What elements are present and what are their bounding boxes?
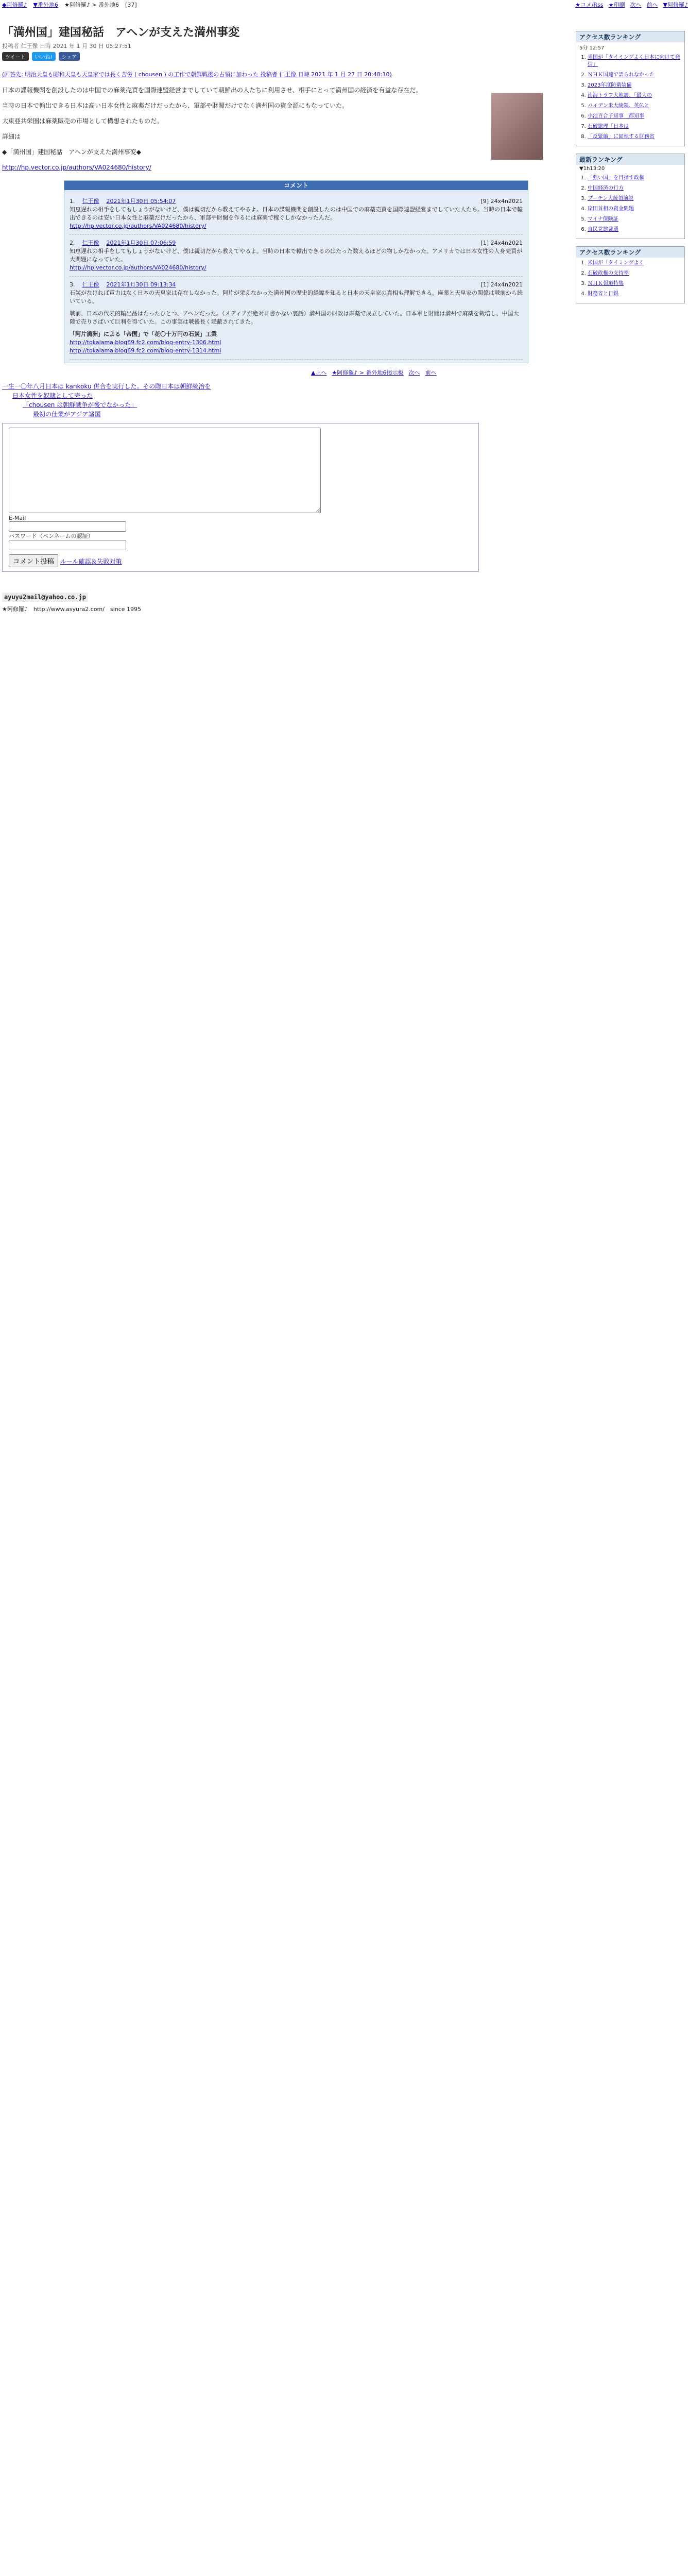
article-photo <box>491 93 543 160</box>
password-label: パスワード（ペンネームの認証） <box>9 533 94 539</box>
sidebar <box>576 31 685 311</box>
quote-link[interactable]: http://tokaiama.blog69.fc2.com/blog-entry-1306.html <box>70 339 221 346</box>
email-input[interactable] <box>9 521 126 532</box>
comment-form <box>2 423 479 572</box>
ranking-item[interactable]: 4. 財務省と日銀 <box>588 291 681 298</box>
ranking-title: アクセス数ランキング <box>576 247 684 258</box>
footer-note: ★阿修羅♪ http://www.asyura2.com/ since 1995 <box>2 606 142 613</box>
topnav-prev[interactable]: 前へ <box>646 2 658 8</box>
quote-link-2[interactable]: http://tokaiama.blog69.fc2.com/blog-entry-1314.html <box>70 347 221 354</box>
article-source-link[interactable]: http://hp.vector.co.jp/authors/VA024680/history/ <box>2 164 151 171</box>
ranking-item[interactable]: 2. ＮＨＫ国連で語られなかった <box>588 72 681 79</box>
reply-to-link[interactable]: (回答先: 明治天皇も昭和天皇も天皇家では長く苦労 ( chousen ) の工作で朝鮮戦後の占領に加わった 投稿者 仁王像 日時 2021 年 1 月 27 日 20:48:10) <box>2 71 392 78</box>
comment-date[interactable]: 2021年1月30日 05:54:07 <box>106 198 176 205</box>
tweet-button[interactable]: ツイート <box>2 52 29 61</box>
share-buttons <box>2 52 551 61</box>
comment-textarea[interactable] <box>9 428 321 513</box>
ranking-item[interactable]: 6. 自民党総裁選 <box>588 226 681 233</box>
prev-link[interactable]: 前へ <box>425 369 437 376</box>
comment-link <box>70 264 523 272</box>
comment-text: 知恵遅れの相手をしてもしょうがないけど、僕は親切だから教えてやるよ。当時の日本で輸出できるのはたった数えるほどの物しかなかった。アメリカでは日本女性の人身売買が大問題になっていた。 <box>70 248 523 263</box>
article-paragraph: 詳細は <box>2 133 21 140</box>
ranking-item[interactable]: 2. 石破政権の支持率 <box>588 270 681 277</box>
comments-inner <box>64 190 528 363</box>
topnav-rss[interactable]: ★コメ/Rss <box>575 2 604 8</box>
comment-text: 石炭がなければ電力はなく日本の天皇家は存在しなかった。阿片が栄えなかった満州国の歴史的経緯を知ると日本の天皇家の真相も理解できる。麻薬と天皇家の関係は戦前から続いている。 <box>70 290 523 304</box>
ranking-item[interactable]: 7. 石破総理「日本は <box>588 123 681 130</box>
ranking-sub: ▼1h13:20 <box>579 166 605 172</box>
ranking-item[interactable]: 2. 中国経済の行方 <box>588 185 681 192</box>
comment-author[interactable]: 仁王像 <box>82 198 99 205</box>
tree-item <box>2 382 551 391</box>
footer-links <box>311 368 551 377</box>
to-top-link[interactable]: ▲上へ <box>311 369 327 376</box>
nav-board-link[interactable]: ▼番外地6 <box>33 2 58 8</box>
comment-source-link[interactable]: http://hp.vector.co.jp/authors/VA024680/history/ <box>70 223 207 229</box>
comment-text: 知恵遅れの相手をしてもしょうがないけど、僕は親切だから教えてやるよ。日本の諜報機関を創設したのは中国での麻薬売買を国際連盟経営までしていた人たち。当時の日本で輸出できるのは安い日本女性と麻薬だけだったから、軍部や財閥を作るには麻薬で稼ぐしかなかったんだ。 <box>70 206 523 221</box>
password-input[interactable] <box>9 540 126 550</box>
ranking-item[interactable]: 3. ＮＨＫ報道特集 <box>588 280 681 287</box>
board-link[interactable]: ★阿修羅♪ > 番外地6掲示板 <box>332 369 404 376</box>
comment-source-link[interactable]: http://hp.vector.co.jp/authors/VA024680/history/ <box>70 264 207 271</box>
share-button[interactable]: シェア <box>59 52 80 61</box>
comment-ref: [1] 24x4n2021 <box>480 240 523 246</box>
comment-item <box>70 277 523 360</box>
ranking-item[interactable]: 1. 米国が「タイミングよく日本に向けて発信」 <box>588 54 681 69</box>
ranking-box <box>576 31 685 146</box>
tree-link[interactable]: 最初の仕業がアジア諸国 <box>33 411 101 418</box>
tree-item <box>2 400 551 410</box>
comment-long: 戦前、日本の代表的輸出品はたったひとつ、アヘンだった。（メディアが絶対に書かない裏話）満州国の財政は麻薬で成立していた。日本軍と財閥は満州で麻薬を栽培し、中国大陸で売りさばいて巨利を得ていた。この事実は戦後長く隠蔽されてきた。 <box>70 310 519 325</box>
main-column <box>2 0 551 613</box>
tree-link[interactable]: 日本女性を奴隷として売った <box>12 392 93 399</box>
topnav-home[interactable]: ▼阿修羅♪ <box>663 2 688 8</box>
ranking-list <box>576 173 684 239</box>
nav-num: [37] <box>125 2 137 8</box>
ranking-title: 最新ランキング <box>576 154 684 165</box>
ranking-item[interactable]: 3. 2023年度防衛装備 <box>588 82 681 89</box>
page-title: 「満州国」建国秘話 アヘンが支えた満州事変 <box>2 26 240 39</box>
comment-num: 1. <box>70 198 75 205</box>
submit-button[interactable]: コメント投稿 <box>9 554 58 567</box>
comment-item <box>70 235 523 277</box>
ranking-item[interactable]: 8. 「反緊縮」に固執する財務省 <box>588 133 681 141</box>
topnav-right <box>575 0 688 10</box>
ranking-list <box>576 258 684 303</box>
article-paragraph: ◆「満州国」建国秘話 アヘンが支えた満州事変◆ <box>2 148 141 156</box>
ranking-item[interactable]: 5. バイデン米大統領、英仏と <box>588 103 681 110</box>
email-banner: ayuyu2mail@yahoo.co.jp <box>2 592 88 602</box>
article-paragraph: 大東亜共栄圏は麻薬販売の市場として構想されたものだ。 <box>2 117 163 125</box>
comment-head <box>70 197 523 206</box>
reply-to-line <box>2 70 551 78</box>
comments-header: コメント <box>64 181 528 190</box>
email-label: E-Mail <box>9 515 26 521</box>
ranking-item[interactable]: 3. プーチン大統領演説 <box>588 195 681 202</box>
comment-date[interactable]: 2021年1月30日 09:13:34 <box>106 281 176 288</box>
ranking-box-2 <box>576 154 685 239</box>
tree-link[interactable]: 「chousen は朝鮮戦争が後でなかった」 <box>23 401 137 409</box>
ranking-item[interactable]: 1. 「強い国」を目指す政権 <box>588 175 681 182</box>
comment-date[interactable]: 2021年1月30日 07:06:59 <box>106 240 176 246</box>
ranking-title: アクセス数ランキング <box>576 31 684 42</box>
comment-head <box>70 239 523 247</box>
tree-link[interactable]: 一生一〇年八月日本は kankoku 併合を実行した。その際日本は朝鮮統治を <box>2 383 211 390</box>
ranking-item[interactable]: 1. 米国が「タイミングよく <box>588 260 681 267</box>
ranking-list <box>576 52 684 146</box>
comment-num: 3. <box>70 281 75 288</box>
ranking-item[interactable]: 4. 南海トラフ大地震、「最大の <box>588 92 681 99</box>
tree-item <box>2 391 551 400</box>
post-meta: 投稿者 仁王像 日時 2021 年 1 月 30 日 05:27:51 <box>2 43 131 49</box>
top-nav <box>2 0 551 10</box>
nav-breadcrumb: ★阿修羅♪ > 番外地6 <box>64 2 119 8</box>
comment-author[interactable]: 仁王像 <box>82 240 99 246</box>
comments-box <box>64 180 528 363</box>
ranking-item[interactable]: 5. マイナ保険証 <box>588 216 681 223</box>
article-body <box>2 86 481 172</box>
topnav-print[interactable]: ★印刷 <box>608 2 625 8</box>
ranking-sub: 5分 12:57 <box>579 45 605 51</box>
like-button[interactable]: いいね! <box>32 52 56 61</box>
comment-item <box>70 193 523 235</box>
ranking-box-3 <box>576 246 685 303</box>
comment-num: 2. <box>70 240 75 246</box>
comment-ref: [1] 24x4n2021 <box>480 281 523 288</box>
comment-link <box>70 222 523 230</box>
tree-item <box>2 410 551 419</box>
agree-link[interactable]: ルール確認＆失敗対策 <box>60 558 122 565</box>
next-link[interactable]: 次へ <box>408 369 420 376</box>
comment-author[interactable]: 仁王像 <box>82 281 99 288</box>
comment-ref: [9] 24x4n2021 <box>480 198 523 205</box>
thread-tree <box>2 382 551 419</box>
article-paragraph: 当時の日本で輸出できる日本は高い日本女性と麻薬だけだったから、軍部や財閥だけでなく満州国の資金源にもなっていた。 <box>2 102 349 109</box>
ranking-item[interactable]: 4. 岸田首相の資金問題 <box>588 206 681 213</box>
nav-home-link[interactable]: ◆阿修羅♪ <box>2 2 27 8</box>
ranking-item[interactable]: 6. 小池百合子知事 都知事 <box>588 113 681 120</box>
quote-title: 「阿片満洲」による「帝国」で「花〇十万円の石炭」工業 <box>70 331 217 337</box>
comment-head <box>70 281 523 289</box>
topnav-next[interactable]: 次へ <box>630 2 642 8</box>
article-paragraph: 日本の諜報機関を創設したのは中国での麻薬売買を国際連盟経営までしていて朝鮮出の人たちに利用させ、相手にとって満州国の経済を有益な存在だ。 <box>2 87 422 94</box>
